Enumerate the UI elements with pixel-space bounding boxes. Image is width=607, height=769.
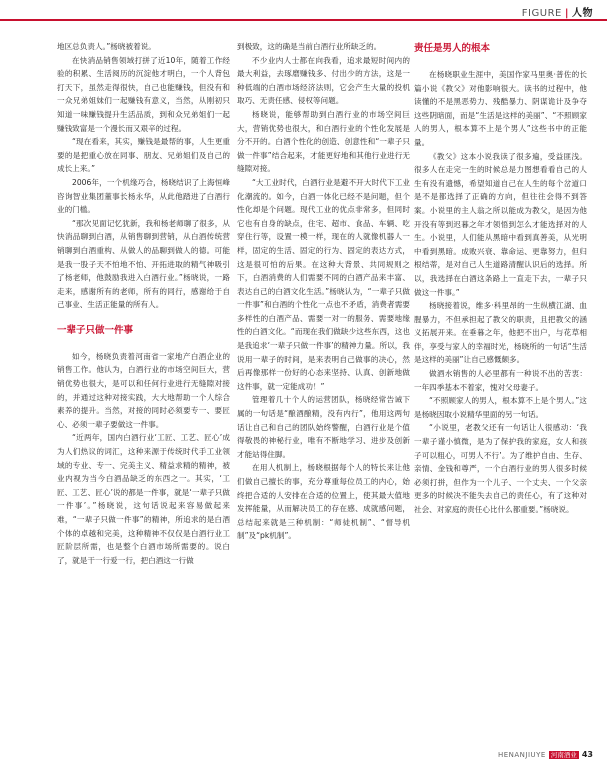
paragraph: 在用人机制上，杨晓根据每个人的特长来让他们做自己擅长的事，充分尊重每位员工的内心，始终把合适的人安排在合适的位置上，使其最大值地发挥能量，从而解决员工的存在感、成就感问题，总结起来就是三种机制：“师徒机制”、“督导机制”及“pk机制”。: [237, 463, 410, 541]
paragraph: “那次见面记忆犹新，我和杨老师聊了很多，从快消品聊到白酒，从销售聊到营销，从白酒传统营销聊到白酒重构、从做人的品聊到做人的德。可能是我一股子天不怕地不怕、开拓进取的精气神吸引了杨老师，他鼓励我进入白酒行业。”杨晓说，一路走来，感谢所有的老师，所有的同行，感谢给于自己事业、生活正能量的所有人。: [57, 218, 230, 310]
section-separator: |: [564, 8, 569, 19]
paragraph: 做酒水销售的人必里都有一种说不出的苦衷：一年四季基本不着家，愧对父母妻子。: [414, 369, 587, 392]
page-header: [0, 0, 607, 22]
page-footer: [498, 750, 593, 759]
paragraph: 杨晓说，能够帮助到白酒行业的市场空间巨大，营销优势也很大，和白酒行业的个性化发展是分不开的。白酒个性化的创造、创意性和“一辈子只做一件事”结合起来，才能更好地和其他行业进行无缝隙对接。: [237, 109, 410, 174]
section-en: FIGURE: [521, 8, 562, 19]
page-number: 43: [581, 750, 593, 759]
paragraph: 到极致，这的确是当前白酒行业所缺乏的。: [237, 42, 382, 51]
paragraph: 不少业内人士都在向我看，追求最短时间内的最大利益，去琢磨赚钱多、付出少的方法，这是一种低端的白酒市场经济法则，它会产生大量的投机取巧、无责任感、侵权等问题。: [237, 55, 410, 106]
section-heading: 一辈子只做一件事: [57, 324, 134, 336]
paragraph: 管理着几十个人的运营团队，杨晓经常告诫下属的一句话是“酿酒酿精，没有内行”，他用这两句话让自己和自己的团队始终警醒，白酒行业是个值得敬畏的神秘行业，唯有不断地学习、进步及创新才能站得住脚。: [237, 395, 410, 459]
section-heading: 责任是男人的根本: [414, 43, 491, 54]
paragraph: 《教父》这本小说我读了很多遍，受益匪浅。很多人在走完一生的时候总是力图想看看自己的人生有没有遗憾，希望知道自己在人生的每个岔道口是不是都选择了正确的方向，但往往会得不到答案。小说里的主人翁之所以能成为教父，是因为他开没有等到迟暮之年才领悟到怎么才能选择对的人生。小说里，人们能从黑暗中看到真善美，从光明中看到黑暗。成败兴衰、靠命运、更靠努力，但归根结蒂，是对自己人生道路清醒认识后的选择。所以，我选择在白酒这条路上一直走下去，一辈子只做这一件事。”: [414, 151, 587, 297]
paragraph: “大工业时代，白酒行业是避不开大时代下工业化潮流的。如今，白酒一体化已经不是问题，但个性化却是个问题。现代工业的优点非常多，但同时它也有自身的缺点，住宅、超市、食品、车辆、吃穿住行等，设置一模一样，现在的人就像机器人一样，固定的生活、固定的行为、固定的表达方式，这是很可怕的后果。在这种大背景、共同规则之下，白酒消费的人们需要不同的白酒产品来丰富、表达自己的白酒文化生活。”杨晓认为，“一辈子只做一件事”和白酒的个性化一点也不矛盾，消费者需要多样性的白酒产品、需要一对一的服务、需要地缘性的白酒文化。“而现在我们做缺少这些东西，这也是我追求‘一辈子只做一件事’的精神力量。所以，我说用一辈子的时间，是来表明自己做事的决心，然后再像那样一份好的心态来坚持、认真、创新地做这件事，就一定能成功！”: [237, 177, 410, 391]
column-1: [57, 40, 230, 710]
section-label: [522, 4, 593, 19]
paragraph: “现在看来，其实，赚钱是最帮的事，人生更重要的是把重心放在同事、朋友、兄弟姐们及自己的成长上来。”: [57, 137, 230, 174]
paragraph: “不照顾家人的男人，根本算不上是个男人。”这是杨晓因取小说精华里面的另一句话。: [414, 396, 587, 419]
paragraph: 在杨晓职业生涯中，美国作家马里奥·普佐的长篇小说《教父》对他影响很大。读书的过程中，他读懂的不是黑恶势力、残酷暴力、阴谋诡计及争夺这些阴暗面，而是“生活是这样的美丽”、“不照顾家人的男人，根本算不上是个男人”这些书中的正能量。: [414, 70, 587, 147]
column-2: [237, 40, 410, 710]
paragraph: 如今，杨晓负责着河南省一家地产白酒企业的销售工作。他认为，白酒行业的市场空间巨大，营销优势也很大，是可以和任何行业进行无缝隙对接的，并通过这种对接实践，大大地帮助一个人综合素养的提升。当然，对接的同时必须要专一、要匠心、必须一辈子要做这一件事。: [57, 351, 230, 429]
paragraph: 地区总负责人。”杨晓被着说。: [57, 42, 156, 51]
paragraph: 2006年，一个机缘巧合，杨晓结识了上海恒峰咨询智业集团董事长杨永华，从此他踏进了白酒行业的门槛。: [57, 177, 230, 215]
paragraph: 杨晓接着说，维多·科里昂的一生纵横江湖、血腥暴力，不但承担起了教父的职责，且把教父的涵义拓展开来。在垂暮之年，他把不出户，与花草相伴，享受与家人的幸福时光，杨晓所的一句话“生活是这样的美丽”让自己感慨颇多。: [414, 301, 587, 365]
magazine-name: HENANJIUYE: [497, 751, 546, 759]
paragraph: 在快消品销售领域打拼了近10年，随着工作经验的积累、生活阅历的沉淀他才明白，一个人背包打天下，虽然走得很快，自己也能赚钱，但没有和一众兄弟姐妹们一起赚钱有意义，当然，从刚初只知道一味赚钱提升生活品质，到和众兄弟姐们一起赚钱致富是一个漫长而又艰辛的过程。: [57, 55, 230, 133]
column-3: [414, 40, 587, 710]
header-rule: [0, 19, 607, 21]
paragraph: “小说里，老教父还有一句话让人很感动：‘我一辈子谨小慎微，是为了保护我的家庭，女人和孩子可以粗心，可男人不行’。为了维护自由、生存、亲情、金钱和尊严，一个白酒行业的男人很多时候必须打拼，但作为一个儿子、一个丈夫、一个父亲更多的时候决不能失去自己的责任心，有了这种对社会、对家庭的责任心比什么都重要。”杨晓说。: [414, 423, 587, 514]
paragraph: “近两年，国内白酒行业‘工匠、工艺、匠心’成为人们热议的词汇，这种来源于传统时代手工业领域的专业、专一、完美主义、精益求精的精神，被业内视为当今白酒品缺乏的东西之一。其实，‘工匠、工艺、匠心’说的都是一件事，就是‘一辈子只做一件事’。”杨晓说，这句话说起来容易做起来难，“一辈子只做一件事”的精神，所追求的是白酒个体的卓越和完美，这种精神不仅仅是白酒行业工匠阶层所需，也是整个白酒市场所需要的。说白了，就是干一行爱一行，把白酒这一行做: [57, 433, 230, 565]
magazine-badge: 河南酒业: [550, 751, 577, 759]
section-cn: 人物: [572, 8, 593, 19]
